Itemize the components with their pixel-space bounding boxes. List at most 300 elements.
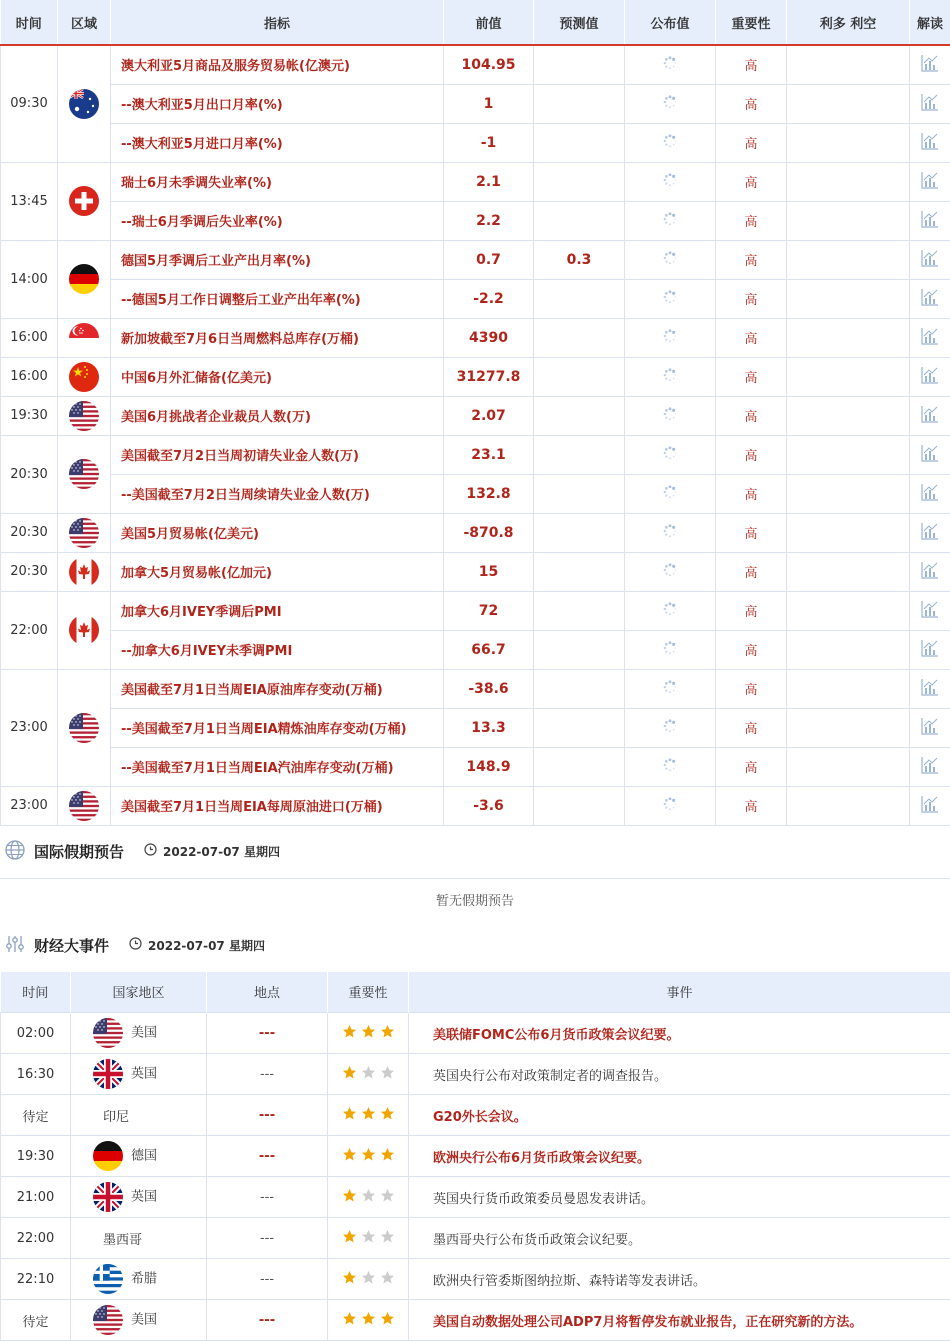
forecast-value: 0.3 (534, 240, 625, 279)
importance-level: 高 (716, 279, 787, 318)
previous-value: -3.6 (444, 786, 534, 825)
loading-spinner-icon (663, 761, 677, 776)
event-time: 19:30 (1, 396, 58, 435)
loading-spinner-icon (663, 644, 677, 659)
indicator-link[interactable]: 德国5月季调后工业产出月率(%) (111, 240, 444, 279)
col-indicator: 指标 (111, 0, 444, 45)
event-row (1, 1054, 950, 1095)
star-filled-icon (342, 1147, 357, 1166)
usa-flag-icon (93, 1305, 123, 1335)
event-country (71, 1259, 207, 1300)
star-empty-icon (361, 1065, 376, 1084)
event-location: --- (207, 1259, 328, 1300)
calendar-row (1, 45, 950, 84)
event-time: 待定 (1, 1300, 71, 1341)
event-importance-stars (328, 1218, 409, 1259)
country-name: 墨西哥 (103, 1232, 143, 1248)
chart-analysis-icon[interactable] (920, 530, 940, 545)
impact-cell (787, 318, 910, 357)
indicator-link[interactable]: 美国截至7月1日当周EIA原油库存变动(万桶) (111, 669, 444, 708)
col-importance: 重要性 (716, 0, 787, 45)
analysis-cell[interactable] (910, 552, 950, 591)
usa-flag-icon (93, 1018, 123, 1048)
event-importance-stars (328, 1177, 409, 1218)
event-location: --- (207, 1013, 328, 1054)
forecast-value (534, 318, 625, 357)
usa-flag-icon (69, 401, 99, 431)
event-time: 23:00 (1, 669, 58, 786)
importance-level: 高 (716, 45, 787, 84)
event-description: 美联储FOMC公布6月货币政策会议纪要。 (409, 1013, 950, 1054)
australia-flag-icon (69, 89, 99, 119)
event-location: --- (207, 1300, 328, 1341)
event-location: --- (207, 1095, 328, 1136)
previous-value: 148.9 (444, 747, 534, 786)
previous-value: -1 (444, 123, 534, 162)
chart-analysis-icon[interactable] (920, 296, 940, 311)
importance-level: 高 (716, 786, 787, 825)
event-time: 16:00 (1, 318, 58, 357)
previous-value: 2.2 (444, 201, 534, 240)
event-row (1, 1013, 950, 1054)
event-row (1, 1177, 950, 1218)
col-event-description: 事件 (409, 972, 950, 1013)
importance-level: 高 (716, 747, 787, 786)
loading-spinner-icon (663, 176, 677, 191)
star-empty-icon (380, 1270, 395, 1289)
analysis-cell[interactable] (910, 591, 950, 630)
calendar-row (1, 123, 950, 162)
indicator-link[interactable]: 中国6月外汇储备(亿美元) (111, 357, 444, 396)
impact-cell (787, 474, 910, 513)
impact-cell (787, 513, 910, 552)
calendar-row (1, 279, 950, 318)
impact-cell (787, 669, 910, 708)
country-name: 希腊 (131, 1271, 158, 1287)
analysis-cell[interactable] (910, 357, 950, 396)
indicator-link[interactable]: 澳大利亚5月商品及服务贸易帐(亿澳元) (111, 45, 444, 84)
indicator-link[interactable]: --德国5月工作日调整后工业产出年率(%) (111, 279, 444, 318)
analysis-cell[interactable] (910, 240, 950, 279)
importance-level: 高 (716, 396, 787, 435)
event-country (71, 1218, 207, 1259)
star-filled-icon (380, 1024, 395, 1043)
holiday-empty-message: 暂无假期预告 (0, 878, 950, 920)
analysis-cell[interactable] (910, 786, 950, 825)
chart-analysis-icon[interactable] (920, 374, 940, 389)
loading-spinner-icon (663, 683, 677, 698)
importance-level: 高 (716, 84, 787, 123)
indicator-link[interactable]: --美国截至7月1日当周EIA精炼油库存变动(万桶) (111, 708, 444, 747)
actual-value (625, 123, 716, 162)
actual-value (625, 786, 716, 825)
event-time: 20:30 (1, 435, 58, 513)
events-section-header (0, 920, 950, 972)
forecast-value (534, 435, 625, 474)
loading-spinner-icon (663, 215, 677, 230)
chart-analysis-icon[interactable] (920, 335, 940, 350)
star-empty-icon (361, 1270, 376, 1289)
canada-flag-icon (69, 557, 99, 587)
region-flag (58, 786, 111, 825)
analysis-cell[interactable] (910, 474, 950, 513)
event-time: 22:00 (1, 591, 58, 669)
region-flag (58, 435, 111, 513)
indicator-link[interactable]: 瑞士6月未季调失业率(%) (111, 162, 444, 201)
actual-value (625, 435, 716, 474)
previous-value: 15 (444, 552, 534, 591)
events-date: 2022-07-07 星期四 (148, 939, 265, 953)
importance-level: 高 (716, 240, 787, 279)
event-importance-stars (328, 1136, 409, 1177)
holiday-section-header (0, 826, 950, 878)
actual-value (625, 513, 716, 552)
event-location: --- (207, 1177, 328, 1218)
event-importance-stars (328, 1300, 409, 1341)
region-flag (58, 240, 111, 318)
forecast-value (534, 45, 625, 84)
star-empty-icon (361, 1188, 376, 1207)
analysis-cell[interactable] (910, 279, 950, 318)
calendar-row (1, 747, 950, 786)
importance-level: 高 (716, 591, 787, 630)
importance-level: 高 (716, 513, 787, 552)
holiday-date: 2022-07-07 星期四 (163, 845, 280, 859)
analysis-cell[interactable] (910, 162, 950, 201)
events-table (0, 972, 950, 1342)
impact-cell (787, 396, 910, 435)
calendar-row (1, 396, 950, 435)
switzerland-flag-icon (69, 186, 99, 216)
actual-value (625, 669, 716, 708)
analysis-cell[interactable] (910, 45, 950, 84)
event-time: 09:30 (1, 45, 58, 162)
star-filled-icon (342, 1024, 357, 1043)
event-time: 16:00 (1, 357, 58, 396)
china-flag-icon (69, 362, 99, 392)
actual-value (625, 357, 716, 396)
previous-value: 104.95 (444, 45, 534, 84)
calendar-row (1, 318, 950, 357)
event-country (71, 1136, 207, 1177)
actual-value (625, 279, 716, 318)
col-event-importance: 重要性 (328, 972, 409, 1013)
actual-value (625, 162, 716, 201)
chart-analysis-icon[interactable] (920, 491, 940, 506)
event-time: 20:30 (1, 513, 58, 552)
event-description: 英国央行货币政策委员曼恩发表讲话。 (409, 1177, 950, 1218)
chart-analysis-icon[interactable] (920, 413, 940, 428)
chart-analysis-icon[interactable] (920, 140, 940, 155)
star-filled-icon (342, 1065, 357, 1084)
analysis-cell[interactable] (910, 708, 950, 747)
germany-flag-icon (93, 1141, 123, 1171)
indicator-link[interactable]: 美国6月挑战者企业裁员人数(万) (111, 396, 444, 435)
importance-level: 高 (716, 201, 787, 240)
event-description: 欧洲央行管委斯图纳拉斯、森特诺等发表讲话。 (409, 1259, 950, 1300)
analysis-cell[interactable] (910, 747, 950, 786)
chart-analysis-icon[interactable] (920, 62, 940, 77)
star-empty-icon (380, 1065, 395, 1084)
event-time: 23:00 (1, 786, 58, 825)
loading-spinner-icon (663, 98, 677, 113)
analysis-cell[interactable] (910, 123, 950, 162)
forecast-value (534, 630, 625, 669)
region-flag (58, 45, 111, 162)
indicator-link[interactable]: 美国截至7月2日当周初请失业金人数(万) (111, 435, 444, 474)
sliders-icon (4, 933, 26, 959)
analysis-cell[interactable] (910, 435, 950, 474)
previous-value: -870.8 (444, 513, 534, 552)
calendar-row (1, 474, 950, 513)
previous-value: 0.7 (444, 240, 534, 279)
calendar-row (1, 669, 950, 708)
impact-cell (787, 747, 910, 786)
uk-flag-icon (93, 1182, 123, 1212)
indicator-link[interactable]: --瑞士6月季调后失业率(%) (111, 201, 444, 240)
calendar-row (1, 201, 950, 240)
canada-flag-icon (69, 615, 99, 645)
country-name: 英国 (131, 1189, 158, 1205)
actual-value (625, 591, 716, 630)
event-time: 13:45 (1, 162, 58, 240)
indicator-link[interactable]: 加拿大6月IVEY季调后PMI (111, 591, 444, 630)
usa-flag-icon (69, 791, 99, 821)
calendar-row (1, 630, 950, 669)
events-title: 财经大事件 (34, 937, 110, 955)
usa-flag-icon (69, 459, 99, 489)
star-filled-icon (361, 1147, 376, 1166)
star-filled-icon (361, 1024, 376, 1043)
greece-flag-icon (93, 1264, 123, 1294)
impact-cell (787, 357, 910, 396)
importance-level: 高 (716, 435, 787, 474)
impact-cell (787, 201, 910, 240)
event-description: G20外长会议。 (409, 1095, 950, 1136)
event-country (71, 1177, 207, 1218)
loading-spinner-icon (663, 332, 677, 347)
events-header-row (1, 972, 950, 1013)
forecast-value (534, 474, 625, 513)
star-filled-icon (342, 1229, 357, 1248)
calendar-row (1, 552, 950, 591)
calendar-row (1, 708, 950, 747)
calendar-row (1, 786, 950, 825)
holiday-title: 国际假期预告 (34, 843, 125, 861)
event-description: 欧洲央行公布6月货币政策会议纪要。 (409, 1136, 950, 1177)
event-country (71, 1300, 207, 1341)
impact-cell (787, 552, 910, 591)
country-name: 印尼 (103, 1109, 130, 1125)
forecast-value (534, 201, 625, 240)
col-forecast: 预测值 (534, 0, 625, 45)
analysis-cell[interactable] (910, 669, 950, 708)
actual-value (625, 318, 716, 357)
event-row (1, 1218, 950, 1259)
germany-flag-icon (69, 264, 99, 294)
analysis-cell[interactable] (910, 396, 950, 435)
analysis-cell[interactable] (910, 630, 950, 669)
impact-cell (787, 786, 910, 825)
star-filled-icon (361, 1106, 376, 1125)
impact-cell (787, 435, 910, 474)
indicator-link[interactable]: --加拿大6月IVEY未季调PMI (111, 630, 444, 669)
event-time: 待定 (1, 1095, 71, 1136)
indicator-link[interactable]: 美国截至7月1日当周EIA每周原油进口(万桶) (111, 786, 444, 825)
impact-cell (787, 84, 910, 123)
indicator-link[interactable]: 加拿大5月贸易帐(亿加元) (111, 552, 444, 591)
star-filled-icon (342, 1270, 357, 1289)
importance-level: 高 (716, 162, 787, 201)
chart-analysis-icon[interactable] (920, 218, 940, 233)
indicator-link[interactable]: --美国截至7月2日当周续请失业金人数(万) (111, 474, 444, 513)
event-importance-stars (328, 1013, 409, 1054)
calendar-row (1, 162, 950, 201)
previous-value: 31277.8 (444, 357, 534, 396)
star-filled-icon (342, 1188, 357, 1207)
analysis-cell[interactable] (910, 513, 950, 552)
importance-level: 高 (716, 123, 787, 162)
country-name: 美国 (131, 1025, 158, 1041)
indicator-link[interactable]: --澳大利亚5月进口月率(%) (111, 123, 444, 162)
event-row (1, 1136, 950, 1177)
usa-flag-icon (69, 518, 99, 548)
impact-cell (787, 591, 910, 630)
loading-spinner-icon (663, 449, 677, 464)
usa-flag-icon (69, 713, 99, 743)
importance-level: 高 (716, 474, 787, 513)
region-flag (58, 513, 111, 552)
col-event-time: 时间 (1, 972, 71, 1013)
event-description: 美国自动数据处理公司ADP7月将暂停发布就业报告，正在研究新的方法。 (409, 1300, 950, 1341)
previous-value: 4390 (444, 318, 534, 357)
loading-spinner-icon (663, 371, 677, 386)
chart-analysis-icon[interactable] (920, 452, 940, 467)
impact-cell (787, 240, 910, 279)
calendar-row (1, 435, 950, 474)
chart-analysis-icon[interactable] (920, 101, 940, 116)
col-event-location: 地点 (207, 972, 328, 1013)
star-filled-icon (342, 1106, 357, 1125)
analysis-cell[interactable] (910, 84, 950, 123)
forecast-value (534, 513, 625, 552)
event-country (71, 1095, 207, 1136)
star-filled-icon (380, 1147, 395, 1166)
country-name: 英国 (131, 1066, 158, 1082)
col-impact: 利多 利空 (787, 0, 910, 45)
event-time: 02:00 (1, 1013, 71, 1054)
region-flag (58, 396, 111, 435)
chart-analysis-icon[interactable] (920, 647, 940, 662)
chart-analysis-icon[interactable] (920, 725, 940, 740)
forecast-value (534, 747, 625, 786)
indicator-link[interactable]: 美国5月贸易帐(亿美元) (111, 513, 444, 552)
calendar-row (1, 591, 950, 630)
actual-value (625, 747, 716, 786)
col-previous: 前值 (444, 0, 534, 45)
impact-cell (787, 45, 910, 84)
star-empty-icon (380, 1229, 395, 1248)
country-name: 美国 (131, 1312, 158, 1328)
loading-spinner-icon (663, 59, 677, 74)
country-name: 德国 (131, 1148, 158, 1164)
actual-value (625, 474, 716, 513)
event-time: 19:30 (1, 1136, 71, 1177)
forecast-value (534, 162, 625, 201)
event-time: 21:00 (1, 1177, 71, 1218)
region-flag (58, 669, 111, 786)
loading-spinner-icon (663, 137, 677, 152)
forecast-value (534, 552, 625, 591)
region-flag (58, 162, 111, 240)
event-time: 16:30 (1, 1054, 71, 1095)
actual-value (625, 396, 716, 435)
event-location: --- (207, 1054, 328, 1095)
analysis-cell[interactable] (910, 318, 950, 357)
chart-analysis-icon[interactable] (920, 803, 940, 818)
analysis-cell[interactable] (910, 201, 950, 240)
star-empty-icon (361, 1229, 376, 1248)
chart-analysis-icon[interactable] (920, 764, 940, 779)
chart-analysis-icon[interactable] (920, 608, 940, 623)
chart-analysis-icon[interactable] (920, 179, 940, 194)
impact-cell (787, 279, 910, 318)
importance-level: 高 (716, 669, 787, 708)
previous-value: 66.7 (444, 630, 534, 669)
previous-value: 2.07 (444, 396, 534, 435)
chart-analysis-icon[interactable] (920, 569, 940, 584)
actual-value (625, 552, 716, 591)
region-flag (58, 591, 111, 669)
importance-level: 高 (716, 708, 787, 747)
forecast-value (534, 123, 625, 162)
loading-spinner-icon (663, 605, 677, 620)
previous-value: -38.6 (444, 669, 534, 708)
importance-level: 高 (716, 357, 787, 396)
previous-value: 72 (444, 591, 534, 630)
star-filled-icon (380, 1311, 395, 1330)
star-filled-icon (361, 1311, 376, 1330)
uk-flag-icon (93, 1059, 123, 1089)
calendar-row (1, 240, 950, 279)
event-description: 墨西哥央行公布货币政策会议纪要。 (409, 1218, 950, 1259)
forecast-value (534, 84, 625, 123)
actual-value (625, 45, 716, 84)
indicator-link[interactable]: --澳大利亚5月出口月率(%) (111, 84, 444, 123)
event-location: --- (207, 1136, 328, 1177)
loading-spinner-icon (663, 527, 677, 542)
chart-analysis-icon[interactable] (920, 257, 940, 272)
previous-value: -2.2 (444, 279, 534, 318)
event-importance-stars (328, 1054, 409, 1095)
actual-value (625, 84, 716, 123)
actual-value (625, 708, 716, 747)
region-flag (58, 357, 111, 396)
importance-level: 高 (716, 552, 787, 591)
event-row (1, 1300, 950, 1341)
event-time: 22:00 (1, 1218, 71, 1259)
event-description: 英国央行公布对政策制定者的调查报告。 (409, 1054, 950, 1095)
indicator-link[interactable]: --美国截至7月1日当周EIA汽油库存变动(万桶) (111, 747, 444, 786)
chart-analysis-icon[interactable] (920, 686, 940, 701)
forecast-value (534, 357, 625, 396)
indicator-link[interactable]: 新加坡截至7月6日当周燃料总库存(万桶) (111, 318, 444, 357)
forecast-value (534, 669, 625, 708)
impact-cell (787, 162, 910, 201)
event-time: 20:30 (1, 552, 58, 591)
loading-spinner-icon (663, 488, 677, 503)
forecast-value (534, 786, 625, 825)
